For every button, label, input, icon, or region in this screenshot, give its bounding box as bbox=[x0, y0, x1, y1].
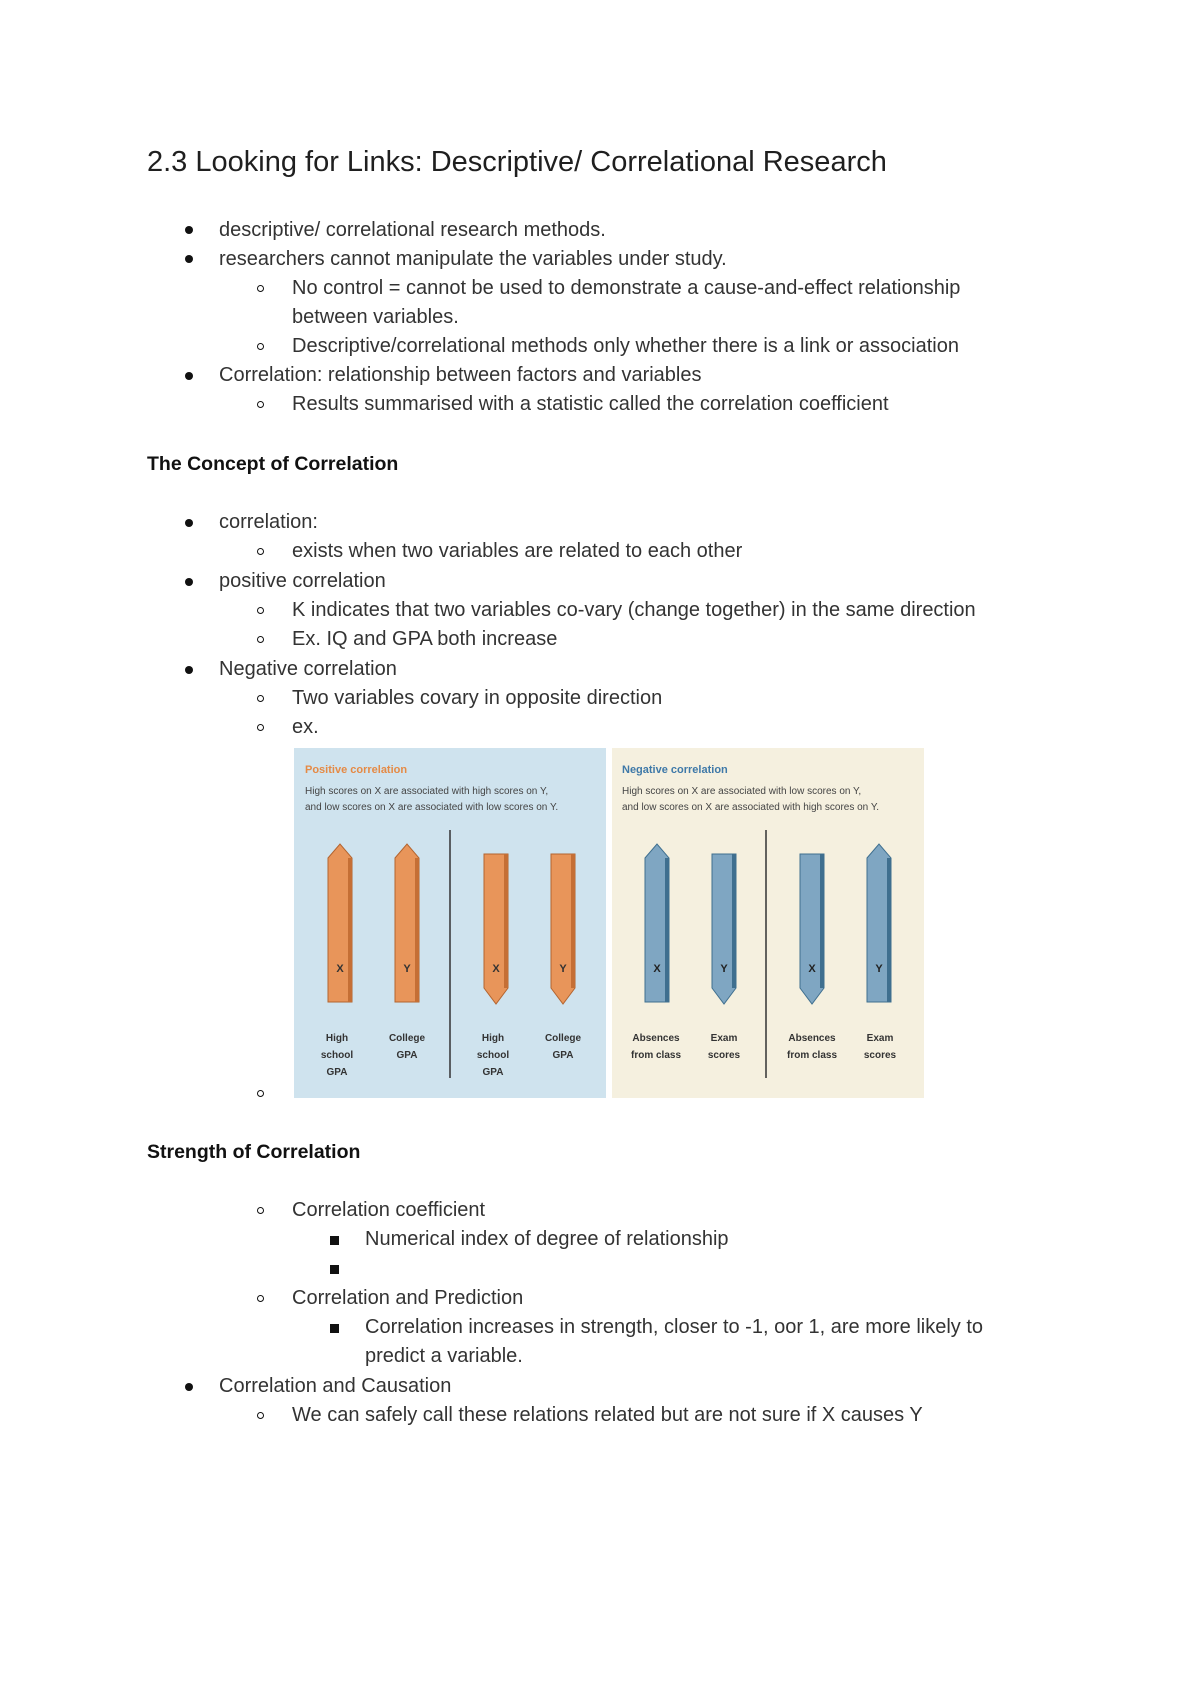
y-label: Y bbox=[875, 963, 883, 975]
arrow-down-blue bbox=[712, 854, 736, 1004]
y-label: Y bbox=[403, 963, 411, 975]
caption-school: school bbox=[476, 1050, 510, 1061]
bullet bbox=[185, 519, 193, 527]
page-title: 2.3 Looking for Links: Descriptive/ Correlational Research bbox=[147, 146, 887, 178]
section-heading-strength: Strength of Correlation bbox=[147, 1141, 361, 1163]
positive-title: Positive correlation bbox=[305, 764, 408, 776]
caption-high: High bbox=[325, 1033, 349, 1044]
list-item-continuation: between variables. bbox=[292, 306, 459, 328]
list-item: Correlation: relationship between factors and variables bbox=[219, 364, 702, 386]
caption-exam: Exam bbox=[710, 1033, 738, 1044]
list-item: K indicates that two variables co-vary (change together) in the same direction bbox=[292, 599, 976, 621]
y-label: Y bbox=[559, 963, 567, 975]
bullet bbox=[257, 636, 264, 643]
list-item: Ex. IQ and GPA both increase bbox=[292, 628, 558, 650]
section-heading-concept: The Concept of Correlation bbox=[147, 453, 399, 475]
correlation-figure bbox=[294, 748, 924, 1098]
caption-college: College bbox=[388, 1033, 426, 1044]
bullet bbox=[257, 548, 264, 555]
caption-scores: scores bbox=[863, 1050, 897, 1061]
list-item: positive correlation bbox=[219, 570, 386, 592]
bullet bbox=[257, 285, 264, 292]
caption-high: High bbox=[481, 1033, 505, 1044]
list-item: correlation: bbox=[219, 511, 318, 533]
arrow-up-orange bbox=[328, 844, 352, 1002]
bullet-square bbox=[330, 1265, 339, 1274]
x-label: X bbox=[808, 963, 816, 975]
list-item: Correlation increases in strength, closer to -1, oor 1, are more likely to bbox=[365, 1316, 984, 1338]
arrow-up-blue bbox=[645, 844, 669, 1002]
negative-desc-1: High scores on X are associated with low scores on Y, bbox=[622, 786, 862, 797]
x-label: X bbox=[492, 963, 500, 975]
bullet bbox=[185, 226, 193, 234]
caption-school: school bbox=[320, 1050, 354, 1061]
caption-exam: Exam bbox=[866, 1033, 894, 1044]
list-item: Two variables covary in opposite direction bbox=[292, 687, 663, 709]
arrow-down-orange bbox=[484, 854, 508, 1004]
negative-title: Negative correlation bbox=[622, 764, 728, 776]
list-item: Results summarised with a statistic called the correlation coefficient bbox=[292, 393, 889, 415]
list-item: Correlation coefficient bbox=[292, 1199, 486, 1221]
bullet bbox=[185, 666, 193, 674]
bullet bbox=[185, 578, 193, 586]
list-item: We can safely call these relations related but are not sure if X causes Y bbox=[292, 1404, 923, 1426]
list-item: ex. bbox=[292, 716, 319, 738]
list-item-continuation: predict a variable. bbox=[365, 1345, 523, 1367]
x-label: X bbox=[653, 963, 661, 975]
bullet bbox=[257, 724, 264, 731]
list-item: No control = cannot be used to demonstrate a cause-and-effect relationship bbox=[292, 277, 961, 299]
arrow-down-blue bbox=[800, 854, 824, 1004]
positive-desc-1: High scores on X are associated with high scores on Y, bbox=[305, 786, 549, 797]
bullet-square bbox=[330, 1236, 339, 1245]
caption-college: College bbox=[544, 1033, 582, 1044]
bullet bbox=[257, 695, 264, 702]
list-item: exists when two variables are related to each other bbox=[292, 540, 743, 562]
caption-from-class: from class bbox=[630, 1050, 682, 1061]
bullet bbox=[257, 1412, 264, 1419]
bullet bbox=[257, 607, 264, 614]
bullet bbox=[257, 1295, 264, 1302]
caption-gpa: GPA bbox=[396, 1050, 418, 1061]
bullet bbox=[257, 1207, 264, 1214]
list-item: descriptive/ correlational research methods. bbox=[219, 219, 606, 241]
caption-gpa: GPA bbox=[552, 1050, 574, 1061]
bullet bbox=[257, 343, 264, 350]
caption-from-class: from class bbox=[786, 1050, 838, 1061]
bullet-square bbox=[330, 1324, 339, 1333]
caption-absences: Absences bbox=[632, 1033, 680, 1044]
bullet bbox=[257, 401, 264, 408]
x-label: X bbox=[336, 963, 344, 975]
caption-gpa: GPA bbox=[482, 1067, 504, 1078]
arrow-down-orange bbox=[551, 854, 575, 1004]
list-item: Negative correlation bbox=[219, 658, 397, 680]
list-item: Numerical index of degree of relationship bbox=[365, 1228, 729, 1250]
list-item: Descriptive/correlational methods only whether there is a link or association bbox=[292, 335, 959, 357]
caption-absences: Absences bbox=[788, 1033, 836, 1044]
positive-desc-2: and low scores on X are associated with low scores on Y. bbox=[305, 802, 559, 813]
list-item: researchers cannot manipulate the variables under study. bbox=[219, 248, 727, 270]
negative-desc-2: and low scores on X are associated with high scores on Y. bbox=[622, 802, 880, 813]
caption-gpa: GPA bbox=[326, 1067, 348, 1078]
list-item: Correlation and Prediction bbox=[292, 1287, 524, 1309]
bullet bbox=[185, 1383, 193, 1391]
y-label: Y bbox=[720, 963, 728, 975]
bullet bbox=[257, 1090, 264, 1097]
list-item: Correlation and Causation bbox=[219, 1375, 452, 1397]
bullet bbox=[185, 255, 193, 263]
arrow-up-blue bbox=[867, 844, 891, 1002]
arrow-up-orange bbox=[395, 844, 419, 1002]
bullet bbox=[185, 372, 193, 380]
caption-scores: scores bbox=[707, 1050, 741, 1061]
